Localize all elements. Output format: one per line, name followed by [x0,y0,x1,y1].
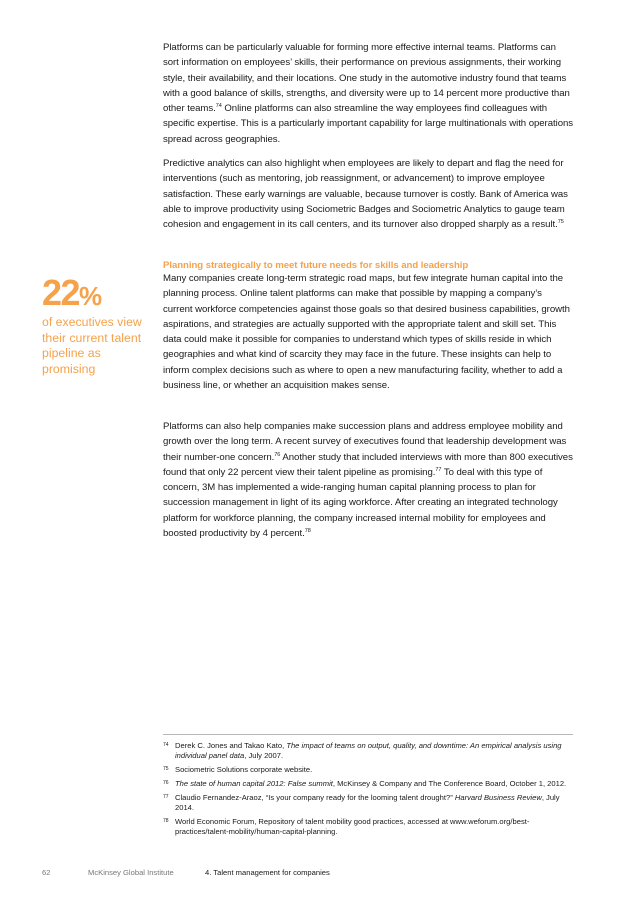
footnote-item [163,793,573,813]
footnote-ref[interactable]: 74 [215,103,222,109]
body-paragraph-2 [163,156,573,232]
body-paragraph-4 [163,419,573,541]
footnote-item [163,765,573,775]
stat-callout [42,274,154,377]
footnote-title: The state of human capital 2012: False summit [175,778,333,788]
callout-caption: of executives view their current talent pipeline as promising [42,315,142,376]
paragraph-text: Another study that included interviews with more than 800 executives found that only 22 percent view their talent pipeline as promising. [163,451,573,478]
paragraph-text: Online platforms can also streamline the way employees find colleagues with specific expertise. This is a particularly important capability for large multinationals with operations spread across geographies. [163,103,574,145]
callout-percent-sign: % [79,281,102,311]
footnote-number: 76 [163,779,169,786]
footnote-ref[interactable]: 78 [304,527,311,534]
paragraph-text: Platforms can be particularly valuable for forming more effective internal teams. Platforms can sort information on employees’ skills, their performance on previous assignments, their working style, their availability, and their locations. One study in the automotive industry found that teams with a good balance of skills, strengths, and diversity were up to 14 percent more productive than other teams. [163,42,570,115]
callout-number [42,274,154,315]
body-paragraph-1 [163,40,573,147]
footnote-ref[interactable]: 77 [435,466,442,473]
footnote-title: The impact of teams on output, quality, and downtime: An empirical analysis using individual panel data [175,741,562,761]
footnote-text: , July 2014. [175,792,560,812]
footnote-divider [163,734,573,735]
footnote-title: Harvard Business Review [454,792,542,802]
footnote-item [163,741,573,761]
paragraph-text: Many companies create long-term strategic road maps, but few integrate human capital into the planning process. Online talent platforms can make that possible by mapping a company’s current workforce competencies against those goals so that desired business capabilities, growth aspirations, and strategies are actually supported with the appropriate talent and skill set. This data could make it possible for companies to understand which types of skills reside in which geographies and what kind of scarcity they may face in the future. These insights can help to inform complex decisions such as where to open a new manufacturing facility, whether to add a business line, or whether an acquisition makes sense. [163,273,570,392]
footnote-text: World Economic Forum, Repository of talent mobility good practices, accessed at www.weforum.org/best-practices/talent-mobility/human-capital-planning. [175,816,530,836]
footnote-text: Claudio Fernandez-Araoz, “Is your company ready for the looming talent drought?” [175,792,455,802]
footnote-number: 75 [163,766,169,772]
footnote-text: , July 2007. [244,751,284,761]
paragraph-text: Platforms can also help companies make succession plans and address employee mobility and growth over the long term. A recent survey of executives found that leadership development was their number-one concern. [163,421,567,463]
footnote-text: , McKinsey & Company and The Conference Board, October 1, 2012. [332,778,567,788]
callout-value: 22 [42,272,80,313]
footnotes [163,741,573,841]
footnote-item [163,779,573,789]
page-number: 62 [42,868,51,877]
footnote-item [163,817,573,837]
chapter-title: 4. Talent management for companies [205,868,330,877]
body-paragraph-3 [163,271,573,393]
footnote-text: Derek C. Jones and Takao Kato, [175,741,287,750]
paragraph-text: To deal with this type of concern, 3M has implemented a wide-ranging human capital planning process to plan for succession management in light of its aging workforce. After creating an integrated technology platform for workforce planning, the company increased internal mobility for employees and boosted productivity by 4 percent. [163,466,558,540]
publisher-name: McKinsey Global Institute [88,868,174,877]
footnote-number: 78 [163,817,169,824]
footnote-number: 77 [163,793,169,800]
footnote-ref[interactable]: 75 [557,219,564,225]
paragraph-text: Predictive analytics can also highlight when employees are likely to depart and flag the need for interventions (such as mentoring, job reassignment, or advancement) to improve employee satisfaction. These early warnings are valuable, because turnover is costly. Bank of America was able to improve productivity using Sociometric Badges and Sociometric Analytics to gauge team cohesion and engagement in its call centers, and its turnover also dropped sharply as a result. [163,158,568,231]
section-heading: Planning strategically to meet future needs for skills and leadership [163,260,469,271]
footnote-text: Sociometric Solutions corporate website. [175,765,313,774]
footnote-number: 74 [163,742,169,748]
footnote-ref[interactable]: 76 [274,451,281,458]
